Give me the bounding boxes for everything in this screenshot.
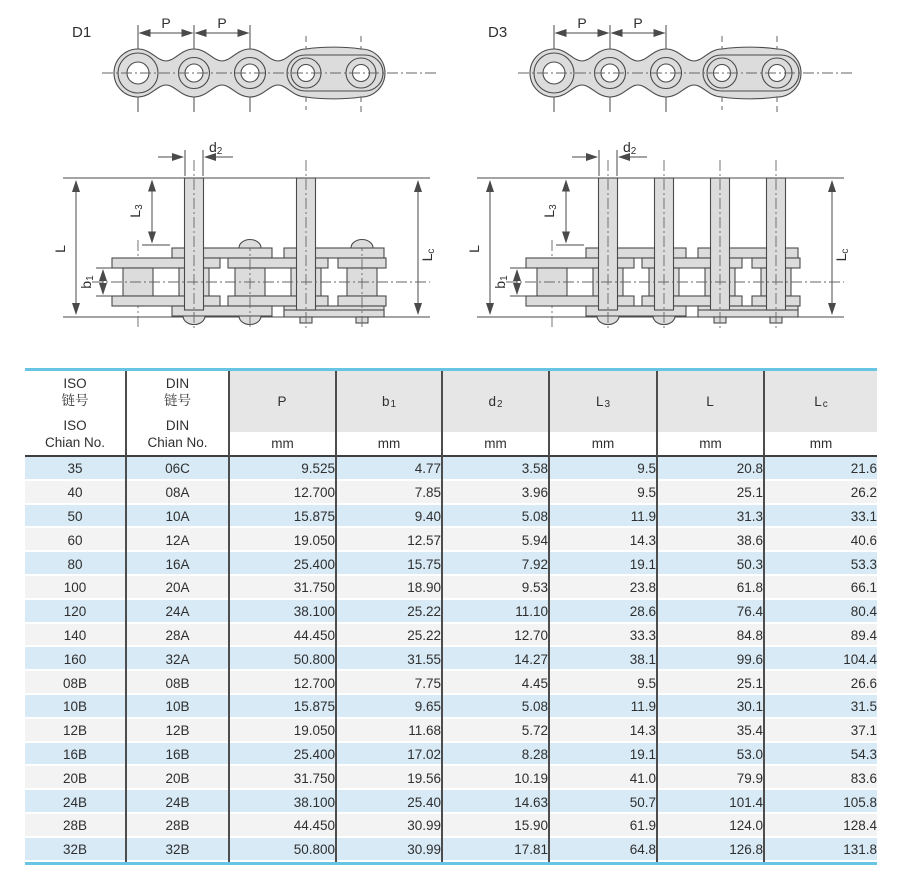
chain-spec-table	[25, 368, 877, 865]
table-cell: 50.800	[230, 647, 337, 671]
table-cell: 12B	[25, 719, 127, 743]
table-cell: 11.10	[443, 600, 550, 624]
table-row	[25, 790, 877, 814]
table-row	[25, 814, 877, 838]
table-cell: 14.3	[550, 719, 658, 743]
table-cell: 64.8	[550, 838, 658, 862]
table-cell: 08B	[127, 671, 230, 695]
table-cell: 28A	[127, 624, 230, 648]
table-cell: 31.3	[658, 505, 765, 529]
table-cell: 28B	[25, 814, 127, 838]
table-cell: 38.100	[230, 600, 337, 624]
table-cell: 25.22	[337, 600, 443, 624]
table-cell: 32B	[25, 838, 127, 862]
table-cell: 26.6	[765, 671, 877, 695]
table-cell: 120	[25, 600, 127, 624]
technical-drawings	[0, 0, 901, 356]
table-cell: 60	[25, 528, 127, 552]
table-cell: 14.27	[443, 647, 550, 671]
table-cell: 12.700	[230, 671, 337, 695]
table-cell: 5.08	[443, 505, 550, 529]
table-cell: 160	[25, 647, 127, 671]
table-cell: 40	[25, 481, 127, 505]
table-cell: 16A	[127, 552, 230, 576]
unit-cell: mm	[550, 432, 658, 457]
table-cell: 104.4	[765, 647, 877, 671]
table-cell: 9.53	[443, 576, 550, 600]
unit-cell: mm	[443, 432, 550, 457]
table-cell: 26.2	[765, 481, 877, 505]
table-cell: 38.100	[230, 790, 337, 814]
table-cell: 28B	[127, 814, 230, 838]
elevation-view-d1	[52, 139, 437, 328]
table-cell: 66.1	[765, 576, 877, 600]
table-cell: 9.525	[230, 457, 337, 481]
table-cell: 140	[25, 624, 127, 648]
table-cell: 38.6	[658, 528, 765, 552]
unit-cell: mm	[765, 432, 877, 457]
table-cell: 76.4	[658, 600, 765, 624]
table-cell: 50	[25, 505, 127, 529]
table-cell: 79.9	[658, 766, 765, 790]
table-cell: 19.56	[337, 766, 443, 790]
table-cell: 5.72	[443, 719, 550, 743]
table-cell: 40.6	[765, 528, 877, 552]
table-cell: 14.63	[443, 790, 550, 814]
table-cell: 35	[25, 457, 127, 481]
table-cell: 7.92	[443, 552, 550, 576]
table-cell: 16B	[127, 743, 230, 767]
table-cell: 33.1	[765, 505, 877, 529]
table-cell: 31.750	[230, 766, 337, 790]
table-row	[25, 576, 877, 600]
table-cell: 126.8	[658, 838, 765, 862]
table-cell: 17.81	[443, 838, 550, 862]
table-cell: 25.40	[337, 790, 443, 814]
table-cell: 25.1	[658, 481, 765, 505]
table-cell: 33.3	[550, 624, 658, 648]
table-cell: 31.5	[765, 695, 877, 719]
table-row	[25, 766, 877, 790]
table-cell: 8.28	[443, 743, 550, 767]
table-row	[25, 457, 877, 481]
col-header-iso: ISO 链号 ISO Chian No.	[25, 371, 127, 457]
table-row	[25, 600, 877, 624]
table-cell: 101.4	[658, 790, 765, 814]
table-cell: 61.9	[550, 814, 658, 838]
col-header-l: L	[658, 371, 765, 432]
table-cell: 10A	[127, 505, 230, 529]
table-cell: 32A	[127, 647, 230, 671]
table-cell: 10B	[127, 695, 230, 719]
unit-cell: mm	[658, 432, 765, 457]
table-cell: 15.90	[443, 814, 550, 838]
table-cell: 50.800	[230, 838, 337, 862]
table-cell: 89.4	[765, 624, 877, 648]
col-header-l3: L3	[550, 371, 658, 432]
table-cell: 19.1	[550, 743, 658, 767]
table-row	[25, 505, 877, 529]
table-cell: 18.90	[337, 576, 443, 600]
table-cell: 25.22	[337, 624, 443, 648]
table-cell: 19.050	[230, 719, 337, 743]
table-cell: 80	[25, 552, 127, 576]
table-row	[25, 695, 877, 719]
view-label-d1: D1	[72, 24, 92, 41]
unit-cell: mm	[230, 432, 337, 457]
table-cell: 12B	[127, 719, 230, 743]
table-cell: 11.68	[337, 719, 443, 743]
table-cell: 20B	[127, 766, 230, 790]
table-cell: 31.750	[230, 576, 337, 600]
table-cell: 20B	[25, 766, 127, 790]
table-cell: 17.02	[337, 743, 443, 767]
table-cell: 5.94	[443, 528, 550, 552]
table-cell: 10.19	[443, 766, 550, 790]
col-header-b1: b1	[337, 371, 443, 432]
table-cell: 9.5	[550, 481, 658, 505]
table-row	[25, 647, 877, 671]
table-cell: 19.1	[550, 552, 658, 576]
table-cell: 25.400	[230, 552, 337, 576]
table-cell: 3.58	[443, 457, 550, 481]
table-cell: 9.65	[337, 695, 443, 719]
table-header	[25, 371, 877, 457]
table-cell: 9.40	[337, 505, 443, 529]
table-row	[25, 743, 877, 767]
table-cell: 131.8	[765, 838, 877, 862]
table-cell: 30.1	[658, 695, 765, 719]
table-cell: 7.75	[337, 671, 443, 695]
table-cell: 5.08	[443, 695, 550, 719]
table-row	[25, 528, 877, 552]
table-cell: 44.450	[230, 624, 337, 648]
table-cell: 12A	[127, 528, 230, 552]
table-cell: 80.4	[765, 600, 877, 624]
table-cell: 44.450	[230, 814, 337, 838]
table-cell: 23.8	[550, 576, 658, 600]
table-cell: 53.0	[658, 743, 765, 767]
table-cell: 50.7	[550, 790, 658, 814]
table-cell: 21.6	[765, 457, 877, 481]
table-cell: 9.5	[550, 457, 658, 481]
table-cell: 35.4	[658, 719, 765, 743]
table-cell: 19.050	[230, 528, 337, 552]
table-cell: 50.3	[658, 552, 765, 576]
table-cell: 7.85	[337, 481, 443, 505]
table-cell: 30.99	[337, 814, 443, 838]
table-cell: 20A	[127, 576, 230, 600]
table-cell: 08A	[127, 481, 230, 505]
table-cell: 28.6	[550, 600, 658, 624]
col-header-p: P	[230, 371, 337, 432]
table-row	[25, 838, 877, 862]
table-cell: 100	[25, 576, 127, 600]
table-cell: 3.96	[443, 481, 550, 505]
table-cell: 105.8	[765, 790, 877, 814]
table-cell: 11.9	[550, 695, 658, 719]
table-cell: 10B	[25, 695, 127, 719]
table-cell: 24B	[25, 790, 127, 814]
table-cell: 08B	[25, 671, 127, 695]
table-cell: 14.3	[550, 528, 658, 552]
elevation-view-d3	[466, 139, 851, 328]
table-row	[25, 481, 877, 505]
table-cell: 54.3	[765, 743, 877, 767]
table-cell: 31.55	[337, 647, 443, 671]
table-cell: 84.8	[658, 624, 765, 648]
table-cell: 4.45	[443, 671, 550, 695]
table-cell: 12.700	[230, 481, 337, 505]
table-body	[25, 457, 877, 862]
table-row	[25, 552, 877, 576]
table-cell: 25.400	[230, 743, 337, 767]
table-cell: 20.8	[658, 457, 765, 481]
table-cell: 99.6	[658, 647, 765, 671]
table-cell: 25.1	[658, 671, 765, 695]
table-cell: 30.99	[337, 838, 443, 862]
table-cell: 24B	[127, 790, 230, 814]
table-row	[25, 671, 877, 695]
table-row	[25, 719, 877, 743]
table-cell: 11.9	[550, 505, 658, 529]
table-cell: 9.5	[550, 671, 658, 695]
table-cell: 15.875	[230, 505, 337, 529]
table-cell: 15.75	[337, 552, 443, 576]
unit-cell: mm	[337, 432, 443, 457]
col-header-din: DIN 链号 DIN Chian No.	[127, 371, 230, 457]
table-cell: 32B	[127, 838, 230, 862]
table-cell: 128.4	[765, 814, 877, 838]
table-cell: 24A	[127, 600, 230, 624]
col-header-lc: Lc	[765, 371, 877, 432]
table-cell: 4.77	[337, 457, 443, 481]
table-cell: 53.3	[765, 552, 877, 576]
table-cell: 12.57	[337, 528, 443, 552]
table-cell: 16B	[25, 743, 127, 767]
table-row	[25, 624, 877, 648]
table-cell: 38.1	[550, 647, 658, 671]
table-cell: 41.0	[550, 766, 658, 790]
table-cell: 83.6	[765, 766, 877, 790]
table-cell: 12.70	[443, 624, 550, 648]
view-label-d3: D3	[488, 24, 508, 41]
table-cell: 124.0	[658, 814, 765, 838]
table-cell: 61.8	[658, 576, 765, 600]
table-cell: 15.875	[230, 695, 337, 719]
table-cell: 06C	[127, 457, 230, 481]
col-header-d2: d2	[443, 371, 550, 432]
table-cell: 37.1	[765, 719, 877, 743]
